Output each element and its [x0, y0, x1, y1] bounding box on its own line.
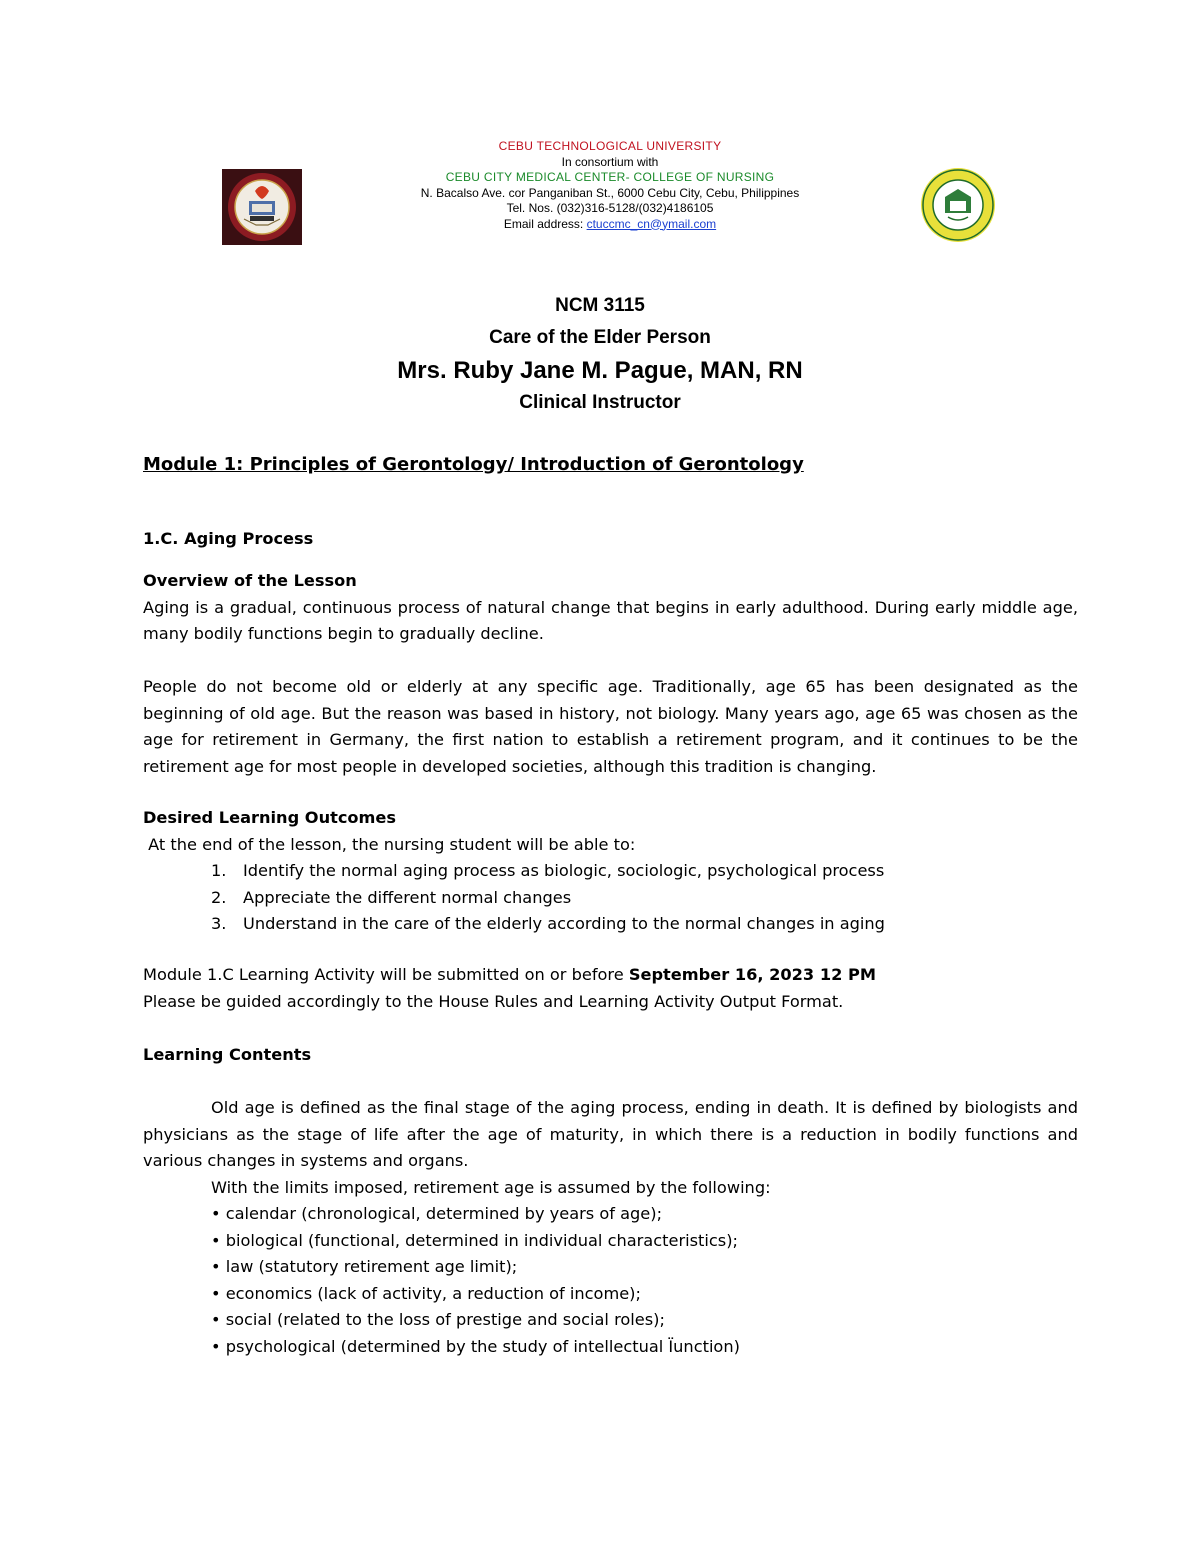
- email-link[interactable]: ctuccmc_cn@ymail.com: [586, 216, 717, 231]
- course-code: NCM 3115: [555, 295, 645, 316]
- overview-continued: [143, 674, 1078, 780]
- list-number: 3.: [211, 914, 227, 933]
- letterhead: [330, 139, 890, 232]
- telephone: Tel. Nos. (032)316-5128/(032)4186105: [506, 201, 714, 215]
- list-item: [143, 858, 1078, 885]
- activity-guidance: Please be guided accordingly to the House Rules and Learning Activity Output Format.: [143, 991, 844, 1011]
- outcomes-list: [143, 858, 1078, 938]
- module-title: Module 1: Principles of Gerontology/ Introduction of Gerontology: [143, 454, 804, 475]
- consortium-text: In consortium with: [561, 154, 659, 169]
- college-name: CEBU CITY MEDICAL CENTER- COLLEGE OF NURSING: [445, 170, 775, 184]
- list-number: 1.: [211, 861, 227, 880]
- list-text: Identify the normal aging process as biologic, sociologic, psychological process: [243, 861, 885, 880]
- activity-deadline: September 16, 2023 12 PM: [628, 965, 876, 984]
- activity-deadline-line: [143, 962, 1078, 989]
- overview-section: [143, 568, 1078, 648]
- email-label: Email address:: [503, 216, 587, 231]
- overview-heading: Overview of the Lesson: [143, 571, 357, 590]
- list-number: 2.: [211, 887, 227, 907]
- address: N. Bacalso Ave. cor Panganiban St., 6000 Cebu City, Cebu, Philippines: [420, 185, 800, 200]
- list-item: • economics (lack of activity, a reduction of income);: [211, 1283, 641, 1303]
- university-name: CEBU TECHNOLOGICAL UNIVERSITY: [498, 139, 722, 153]
- ctu-seal-icon: [222, 169, 302, 245]
- contents-heading: Learning Contents: [143, 1045, 312, 1064]
- list-item: • biological (functional, determined in individual characteristics);: [211, 1230, 738, 1250]
- overview-paragraph-2: People do not become old or elderly at any specific age. Traditionally, age 65 has been designated as the beginning of old age. But the reason was based in history, not biology. Many years ago, age 65 was chosen as the age for retirement in Germany, the first nation to establish a retirement program, and it continues to be the retirement age for most people in developed societies, although this tradition is changing.: [143, 677, 1078, 776]
- activity-notice: [143, 962, 1078, 1015]
- list-item: • social (related to the loss of prestige and social roles);: [211, 1310, 665, 1329]
- ccmc-seal-icon: [920, 167, 996, 243]
- outcomes-heading: Desired Learning Outcomes: [143, 808, 397, 827]
- list-item: [143, 911, 1078, 938]
- contents-section: [143, 1095, 1078, 1360]
- contents-paragraph-1: Old age is defined as the final stage of the aging process, ending in death. It is defined by biologists and physicians as the stage of life after the age of maturity, in which there is a reduction in bodily functions and various changes in systems and organs.: [143, 1098, 1078, 1170]
- contents-heading-block: [143, 1042, 1078, 1069]
- email-line: [330, 217, 890, 233]
- overview-paragraph-1: Aging is a gradual, continuous process of natural change that begins in early adulthood. During early middle age, many bodily functions begin to gradually decline.: [143, 597, 1078, 643]
- list-item: • calendar (chronological, determined by years of age);: [211, 1204, 663, 1223]
- list-item: • psychological (determined by the study of intellectual Ϊunction): [211, 1336, 740, 1356]
- instructor-name: Mrs. Ruby Jane M. Pague, MAN, RN: [397, 357, 803, 384]
- section-title: 1.C. Aging Process: [143, 529, 314, 548]
- list-text: Appreciate the different normal changes: [243, 887, 572, 907]
- list-item: • law (statutory retirement age limit);: [211, 1257, 518, 1276]
- list-text: Understand in the care of the elderly according to the normal changes in aging: [243, 914, 885, 933]
- retirement-criteria-list: [143, 1201, 1078, 1360]
- contents-paragraph-2: With the limits imposed, retirement age is assumed by the following:: [211, 1177, 771, 1197]
- outcomes-intro: At the end of the lesson, the nursing student will be able to:: [143, 834, 636, 854]
- course-title: Care of the Elder Person: [489, 327, 711, 348]
- list-item: [143, 885, 1078, 912]
- activity-prefix: Module 1.C Learning Activity will be submitted on or before: [143, 965, 629, 984]
- outcomes-section: [143, 805, 1078, 938]
- instructor-role: Clinical Instructor: [519, 392, 681, 413]
